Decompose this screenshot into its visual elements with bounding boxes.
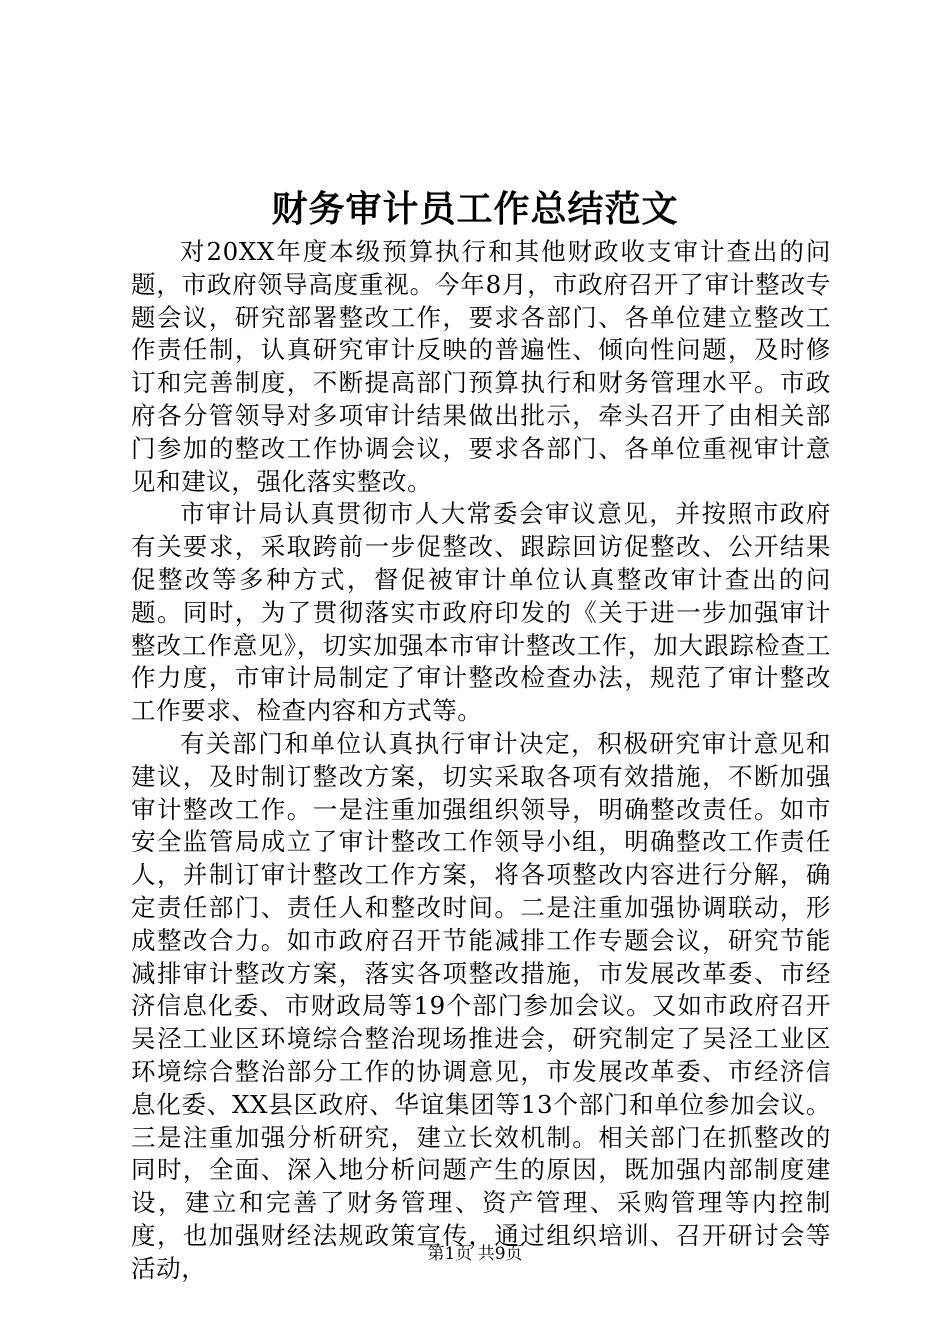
document-title: 财务审计员工作总结范文	[271, 188, 679, 230]
page-footer: 第1页 共9页	[427, 1244, 523, 1264]
document-body	[131, 236, 831, 1286]
paragraph-1: 对20XX年度本级预算执行和其他财政收支审计查出的问题，市政府领导高度重视。今年8月，市政府召开了审计整改专题会议，研究部署整改工作，要求各部门、各单位建立整改工作责任制，认真研究审计反映的普遍性、倾向性问题，及时修订和完善制度，不断提高部门预算执行和财务管理水平。市政府各分管领导对多项审计结果做出批示，牵头召开了由相关部门参加的整改工作协调会议，要求各部门、各单位重视审计意见和建议，强化落实整改。	[131, 237, 831, 496]
paragraph-2: 市审计局认真贯彻市人大常委会审议意见，并按照市政府有关要求，采取跨前一步促整改、跟踪回访促整改、公开结果促整改等多种方式，督促被审计单位认真整改审计查出的问题。同时，为了贯彻落实市政府印发的《关于进一步加强审计整改工作意见》，切实加强本市审计整改工作，加大跟踪检查工作力度，市审计局制定了审计整改检查办法，规范了审计整改工作要求、检查内容和方式等。	[131, 499, 831, 726]
paragraph-3: 有关部门和单位认真执行审计决定，积极研究审计意见和建议，及时制订整改方案，切实采取各项有效措施，不断加强审计整改工作。一是注重加强组织领导，明确整改责任。如市安全监管局成立了审计整改工作领导小组，明确整改工作责任人，并制订审计整改工作方案，将各项整改内容进行分解，确定责任部门、责任人和整改时间。二是注重加强协调联动，形成整改合力。如市政府召开节能减排工作专题会议，研究节能减排审计整改方案，落实各项整改措施，市发展改革委、市经济信息化委、市财政局等19个部门参加会议。又如市政府召开吴泾工业区环境综合整治现场推进会，研究制定了吴泾工业区环境综合整治部分工作的协调意见，市发展改革委、市经济信息化委、XX县区政府、华谊集团等13个部门和单位参加会议。三是注重加强分析研究，建立长效机制。相关部门在抓整改的同时，全面、深入地分析问题产生的原因，既加强内部制度建设，建立和完善了财务管理、资产管理、采购管理等内控制度，也加强财经法规政策宣传，通过组织培训、召开研讨会等活动，	[131, 728, 831, 1283]
